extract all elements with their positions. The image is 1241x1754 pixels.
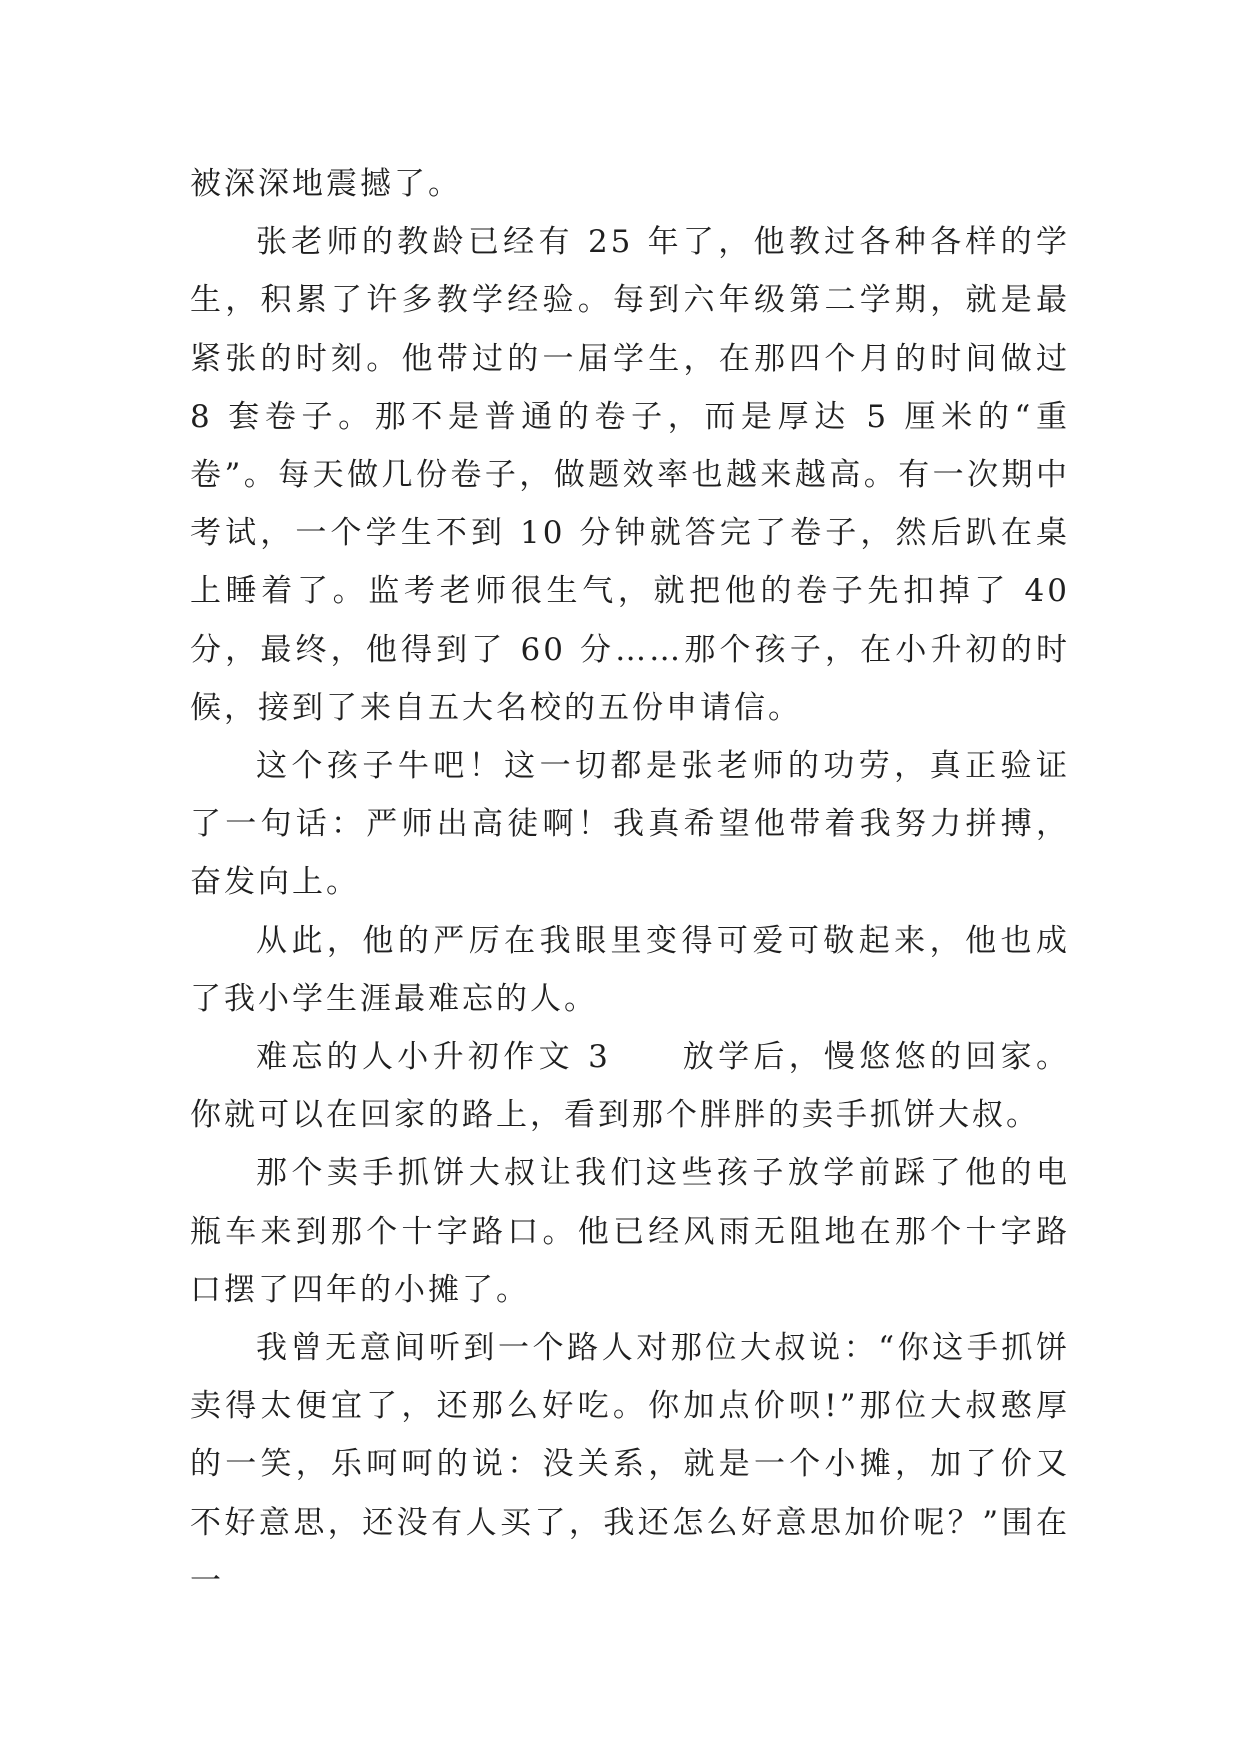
paragraph-7: 我曾无意间听到一个路人对那位大叔说：“你这手抓饼卖得太便宜了，还那么好吃。你加点价呗!”那位大叔憨厚的一笑，乐呵呵的说：没关系，就是一个小摊，加了价又不好意思，还没有人买了，我还怎么好意思加价呢？”围在一 <box>190 1330 1070 1599</box>
paragraph-2: 张老师的教龄已经有 25 年了，他教过各种各样的学生，积累了许多教学经验。每到六年级第二学期，就是最紧张的时刻。他带过的一届学生，在那四个月的时间做过 8 套卷子。那不是普通的卷子，而是厚达 5 厘米的“重卷”。每天做几份卷子，做题效率也越来越高。有一次期中考试，一个学生不到 10 分钟就答完了卷子，然后趴在桌上睡着了。监考老师很生气，就把他的卷子先扣掉了 40 分，最终，他得到了 60 分……那个孩子，在小升初的时候，接到了来自五大名校的五份申请信。 <box>190 224 1070 726</box>
paragraph-4: 从此，他的严厉在我眼里变得可爱可敬起来，他也成了我小学生涯最难忘的人。 <box>190 922 1070 1017</box>
paragraph-5: 难忘的人小升初作文 3 放学后，慢悠悠的回家。你就可以在回家的路上，看到那个胖胖的卖手抓饼大叔。 <box>190 1039 1070 1134</box>
paragraph-6: 那个卖手抓饼大叔让我们这些孩子放学前踩了他的电瓶车来到那个十字路口。他已经风雨无阻地在那个十字路口摆了四年的小摊了。 <box>190 1155 1070 1308</box>
paragraph-1: 被深深地震撼了。 <box>190 166 462 202</box>
document-body <box>190 155 1070 1610</box>
paragraph-3: 这个孩子牛吧！这一切都是张老师的功劳，真正验证了一句话：严师出高徒啊！我真希望他带着我努力拼搏，奋发向上。 <box>190 748 1070 901</box>
